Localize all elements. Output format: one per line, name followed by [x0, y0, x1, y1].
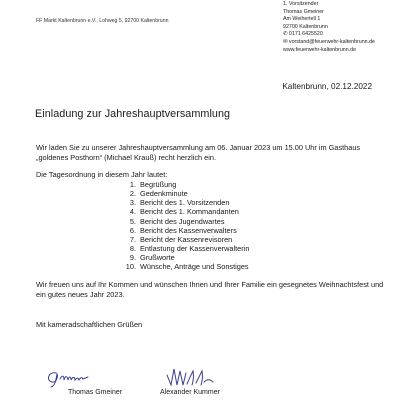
agenda-item-number: 1. [129, 180, 136, 189]
agenda-item-text: Bericht der Kassenrevisoren [140, 234, 233, 244]
signature-gmeiner [44, 365, 108, 389]
agenda-item [120, 180, 249, 189]
contact-block [283, 1, 375, 54]
signature-kummer [163, 365, 227, 389]
letter-title: Einladung zur Jahreshauptversammlung [35, 108, 231, 120]
signatory-name-2: Alexander Kummer [160, 389, 220, 396]
contact-phone: 0171 6425520 [288, 31, 323, 38]
contact-email-row [283, 39, 375, 47]
agenda-item-number: 10. [125, 262, 136, 272]
contact-role: 1. Vorsitzender [283, 1, 319, 7]
agenda-item-number: 8. [129, 244, 136, 254]
agenda-item [120, 235, 249, 244]
agenda-item [120, 226, 249, 235]
phone-icon: ✆ [283, 31, 289, 38]
agenda-intro: Die Tagesordnung in diesem Jahr lautet: [36, 170, 168, 179]
agenda-item [120, 207, 249, 216]
contact-email[interactable]: vorstand@feuerwehr-kaltenbrunn.de [288, 38, 375, 45]
signatory-name-1: Thomas Gmeiner [68, 389, 123, 396]
agenda-item-text: Entlastung der Kassenverwalterin [140, 244, 250, 254]
agenda-item-number: 4. [129, 207, 136, 217]
agenda-item [120, 189, 249, 198]
agenda-item [120, 217, 249, 226]
letter-date: Kaltenbrunn, 02.12.2022 [282, 82, 372, 91]
agenda-item [120, 198, 249, 207]
contact-city: 92700 Kaltenbrunn [283, 23, 328, 30]
contact-web[interactable]: www.feuerwehr-kaltenbrunn.de [283, 46, 357, 53]
sender-address-line: FF Markt Kaltenbrunn e.V., Lohweg 5, 92700 Kaltenbrunn [36, 18, 169, 24]
agenda-item-text: Bericht des Jugendwartes [140, 216, 225, 226]
agenda-item-text: Gedenkminute [140, 189, 188, 199]
contact-name: Thomas Gmeiner [283, 8, 324, 15]
agenda-item [120, 244, 249, 253]
agenda-item-number: 2. [129, 189, 136, 199]
agenda-item-number: 6. [129, 225, 136, 235]
closing-greeting: Mit kameradschaftlichen Grüßen [36, 320, 143, 329]
agenda-item-number: 9. [129, 253, 136, 263]
agenda-item-number: 3. [129, 198, 136, 208]
agenda-item [120, 262, 249, 271]
agenda-item-number: 5. [129, 216, 136, 226]
invitation-paragraph: Wir laden Sie zu unserer Jahreshauptversammlung am 06. Januar 2023 um 15.00 Uhr im Gasthaus „goldenes Posthorn“ (Michael Krauß) recht herzlich ein. [36, 143, 361, 162]
agenda-item-text: Grußworte [140, 253, 175, 263]
agenda-item-text: Wünsche, Anträge und Sonstiges [140, 262, 249, 272]
agenda-item-text: Bericht des Kassenverwalters [140, 225, 237, 235]
agenda-item-number: 7. [129, 234, 136, 244]
agenda-list [120, 180, 249, 272]
email-icon: ✉ [283, 38, 289, 45]
agenda-item-text: Bericht des 1. Vorsitzenden [140, 198, 230, 208]
contact-street: Am Weihertell 1 [283, 16, 321, 23]
closing-wishes-paragraph: Wir freuen uns auf Ihr Kommen und wünschen Ihnen und Ihrer Familie ein gesegnetes Weihnachtsfest und ein gutes neues Jahr 2023. [36, 280, 384, 299]
contact-phone-row [283, 31, 375, 39]
agenda-item-text: Begrüßung [140, 180, 177, 189]
agenda-item-text: Bericht des 1. Kommandanten [140, 207, 239, 217]
agenda-item [120, 253, 249, 262]
